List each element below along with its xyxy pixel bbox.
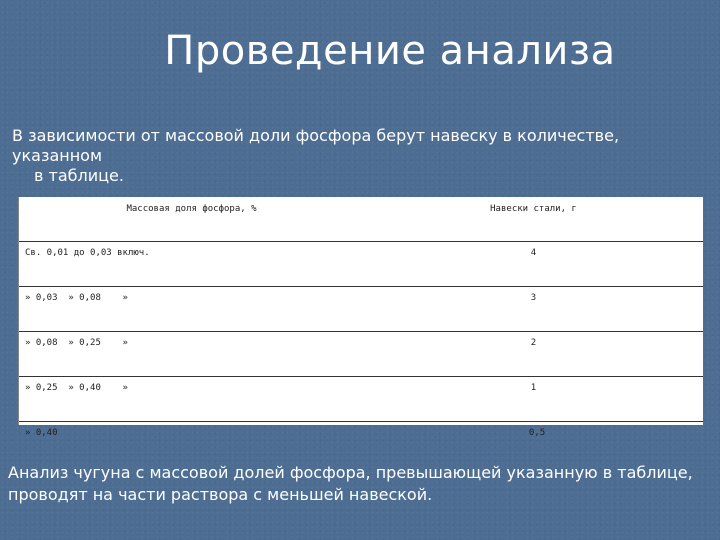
table-row [19, 377, 703, 422]
slide-title: Проведение анализа [164, 28, 616, 74]
cell-mass: 4 [364, 242, 703, 287]
cell-range: » 0,03 » 0,08 » [19, 287, 364, 332]
intro-line-1: В зависимости от массовой доли фосфора берут навеску в количестве, указанном [12, 126, 620, 165]
table-row [19, 332, 703, 377]
header-phosphorus: Массовая доля фосфора, % [19, 197, 364, 242]
bottom-note: Анализ чугуна с массовой долей фосфора, превышающей указанную в таблице, проводят на части раствора с меньшей навеской. [8, 463, 693, 504]
cell-range: » 0,40 [25, 428, 58, 438]
cell-range: Св. 0,01 до 0,03 включ. [19, 242, 364, 287]
cell-mass: 3 [364, 287, 703, 332]
header-sample-mass: Навески стали, г [364, 197, 703, 242]
table-row [19, 422, 703, 467]
cell-mass: 0,5 [528, 428, 546, 438]
cell-mass: 1 [364, 377, 703, 422]
cell-mass: 2 [364, 332, 703, 377]
table-row [19, 287, 703, 332]
table-header-row [19, 197, 703, 242]
intro-text [12, 126, 712, 186]
phosphorus-table [18, 197, 703, 438]
cell-range: » 0,08 » 0,25 » [19, 332, 364, 377]
cell-range: » 0,25 » 0,40 » [19, 377, 364, 422]
data-table [19, 197, 703, 466]
table-row [19, 242, 703, 287]
intro-line-2: в таблице. [34, 166, 124, 185]
